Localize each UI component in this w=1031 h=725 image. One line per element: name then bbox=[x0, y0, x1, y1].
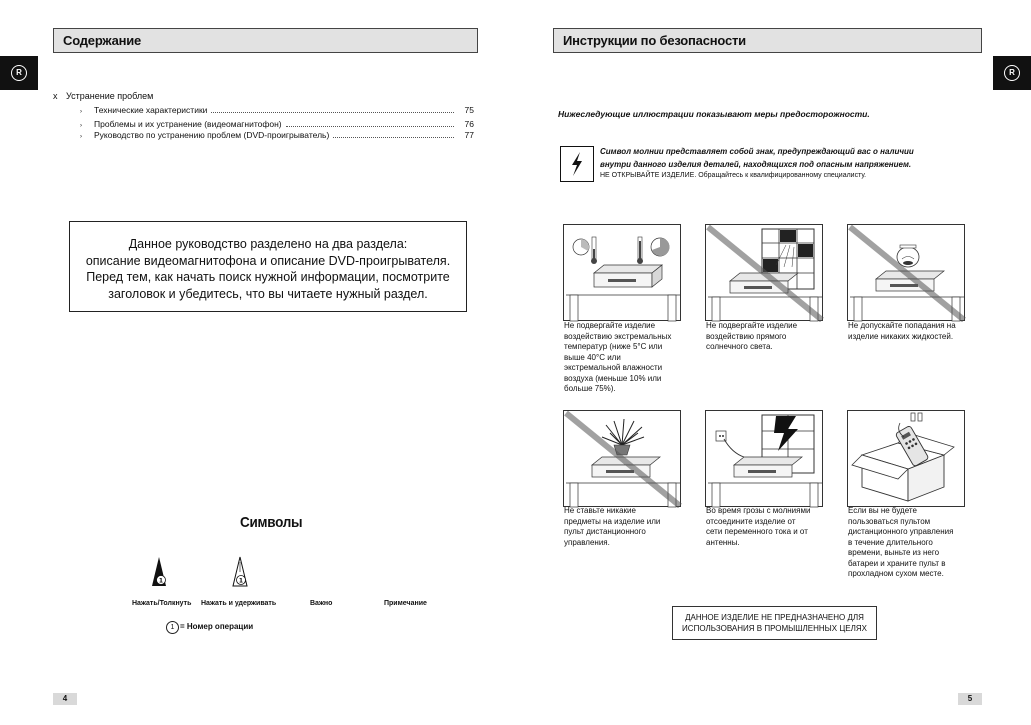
industrial-use-notice bbox=[672, 606, 877, 640]
caption-line: экстремальной влажности bbox=[564, 363, 663, 372]
notice-line: Перед тем, как начать поиск нужной информации, посмотрите bbox=[86, 270, 450, 284]
dot-leader bbox=[211, 104, 454, 113]
safety-title: Инструкции по безопасности bbox=[563, 33, 746, 48]
safety-intro: Нижеследующие иллюстрации показывают меры предосторожности. bbox=[558, 109, 870, 119]
fishbowl-liquid-illustration bbox=[847, 224, 965, 321]
contents-title: Содержание bbox=[63, 33, 142, 48]
toc-marker: x bbox=[53, 91, 58, 101]
caption-line: изделие никаких жидкостей. bbox=[848, 331, 954, 341]
caution-caption-objects bbox=[564, 506, 692, 548]
lightning-warning-icon bbox=[560, 146, 594, 182]
region-tab-right bbox=[993, 56, 1031, 90]
caption-line: управления. bbox=[564, 537, 610, 547]
press-hold-icon bbox=[231, 556, 251, 590]
page-number-left: 4 bbox=[53, 693, 77, 705]
caption-line: дистанционного управления bbox=[848, 527, 954, 536]
symbol-label-hold: Нажать и удерживать bbox=[201, 600, 277, 607]
caption-line: Не допускайте попадания на bbox=[848, 321, 956, 330]
caption-line: сети переменного тока и от bbox=[706, 527, 808, 536]
caution-caption-liquid bbox=[848, 321, 988, 342]
toc-item[interactable] bbox=[80, 104, 474, 116]
toc-item-page: 77 bbox=[464, 130, 474, 140]
caption-line: солнечного света. bbox=[706, 342, 773, 351]
caption-line: в течение длительного bbox=[848, 537, 933, 547]
lightning-warning-line2: внутри данного изделия деталей, находящихся под опасным напряжением. bbox=[600, 160, 912, 169]
press-hold-number: 1 bbox=[238, 577, 244, 585]
sunlight-window-illustration bbox=[705, 224, 823, 321]
toc-item[interactable] bbox=[80, 129, 474, 141]
toc-heading: Устранение проблем bbox=[66, 91, 154, 101]
caption-line: выше 40°C или bbox=[564, 352, 621, 362]
page-number-right: 5 bbox=[958, 693, 982, 705]
notice-line: Данное руководство разделено на два раздела: bbox=[128, 237, 408, 251]
caption-line: прохладном сухом месте. bbox=[848, 569, 944, 578]
safety-header bbox=[553, 28, 982, 53]
caption-line: Не подвергайте изделие bbox=[706, 321, 798, 330]
remote-batteries-box-illustration bbox=[847, 410, 965, 507]
caption-line: воздействию прямого bbox=[706, 331, 787, 341]
caution-caption-temperature bbox=[564, 321, 692, 395]
caution-caption-lightning bbox=[706, 506, 834, 548]
caption-line: отсоедините изделие от bbox=[706, 516, 796, 526]
press-push-icon bbox=[150, 556, 170, 590]
caption-line: Не подвергайте изделие bbox=[564, 321, 656, 330]
caption-line: Не ставьте никакие bbox=[564, 506, 636, 515]
caption-line: пульт дистанционного bbox=[564, 527, 646, 536]
symbol-label-press: Нажать/Толкнуть bbox=[132, 600, 192, 607]
industrial-notice-line: ИСПОЛЬЗОВАНИЯ В ПРОМЫШЛЕННЫХ ЦЕЛЯХ bbox=[682, 624, 867, 633]
contents-header bbox=[53, 28, 478, 53]
lightning-storm-illustration bbox=[705, 410, 823, 507]
caution-caption-sunlight bbox=[706, 321, 834, 353]
symbol-label-note: Примечание bbox=[384, 600, 427, 607]
caption-line: температур (ниже 5°C или bbox=[564, 342, 663, 351]
lightning-warning-line3: НЕ ОТКРЫВАЙТЕ ИЗДЕЛИЕ. Обращайтесь к квалифицированному специалисту. bbox=[600, 172, 867, 179]
caption-line: воздействию экстремальных bbox=[564, 331, 672, 341]
lightning-warning-line1: Символ молнии представляет собой знак, предупреждающий вас о наличии bbox=[600, 147, 914, 156]
caption-line: Во время грозы с молниями bbox=[706, 506, 811, 515]
toc-item-page: 76 bbox=[464, 119, 474, 129]
region-badge-icon: R bbox=[11, 65, 27, 81]
symbol-label-important: Важно bbox=[310, 600, 333, 607]
caption-line: Если вы не будете bbox=[848, 506, 917, 515]
region-badge-icon: R bbox=[1004, 65, 1020, 81]
operation-number-label: = Номер операции bbox=[180, 622, 254, 631]
toc-item-label: Технические характеристики bbox=[94, 105, 208, 115]
caption-line: батареи и храните пульт в bbox=[848, 558, 946, 568]
caption-line: больше 75%). bbox=[564, 384, 616, 393]
caution-caption-remote bbox=[848, 506, 988, 580]
plant-on-device-illustration bbox=[563, 410, 681, 507]
toc-item-label: Руководство по устранению проблем (DVD-проигрыватель) bbox=[94, 130, 330, 140]
toc-bullet-icon: › bbox=[80, 134, 82, 140]
caption-line: времени, выньте из него bbox=[848, 548, 940, 557]
toc-item-label: Проблемы и их устранение (видеомагнитофон) bbox=[94, 119, 282, 129]
caption-line: предметы на изделие или bbox=[564, 516, 661, 526]
temperature-humidity-illustration bbox=[563, 224, 681, 321]
toc-bullet-icon: › bbox=[80, 109, 82, 115]
operation-number-icon: 1 bbox=[166, 621, 179, 634]
dot-leader bbox=[286, 118, 454, 127]
caption-line: антенны. bbox=[706, 537, 740, 547]
press-push-number: 1 bbox=[158, 577, 164, 585]
manual-sections-notice bbox=[69, 221, 467, 312]
notice-line: заголовок и убедитесь, что вы читаете нужный раздел. bbox=[108, 286, 428, 301]
industrial-notice-line: ДАННОЕ ИЗДЕЛИЕ НЕ ПРЕДНАЗНАЧЕНО ДЛЯ bbox=[685, 613, 864, 622]
toc-item-page: 75 bbox=[464, 105, 474, 115]
caption-line: воздуха (меньше 10% или bbox=[564, 373, 662, 383]
symbols-title: Символы bbox=[240, 514, 303, 531]
region-tab-left bbox=[0, 56, 38, 90]
notice-line: описание видеомагнитофона и описание DVD-проигрывателя. bbox=[85, 253, 451, 268]
dot-leader bbox=[333, 129, 454, 138]
toc-bullet-icon: › bbox=[80, 123, 82, 129]
caption-line: пользоваться пультом bbox=[848, 516, 931, 526]
